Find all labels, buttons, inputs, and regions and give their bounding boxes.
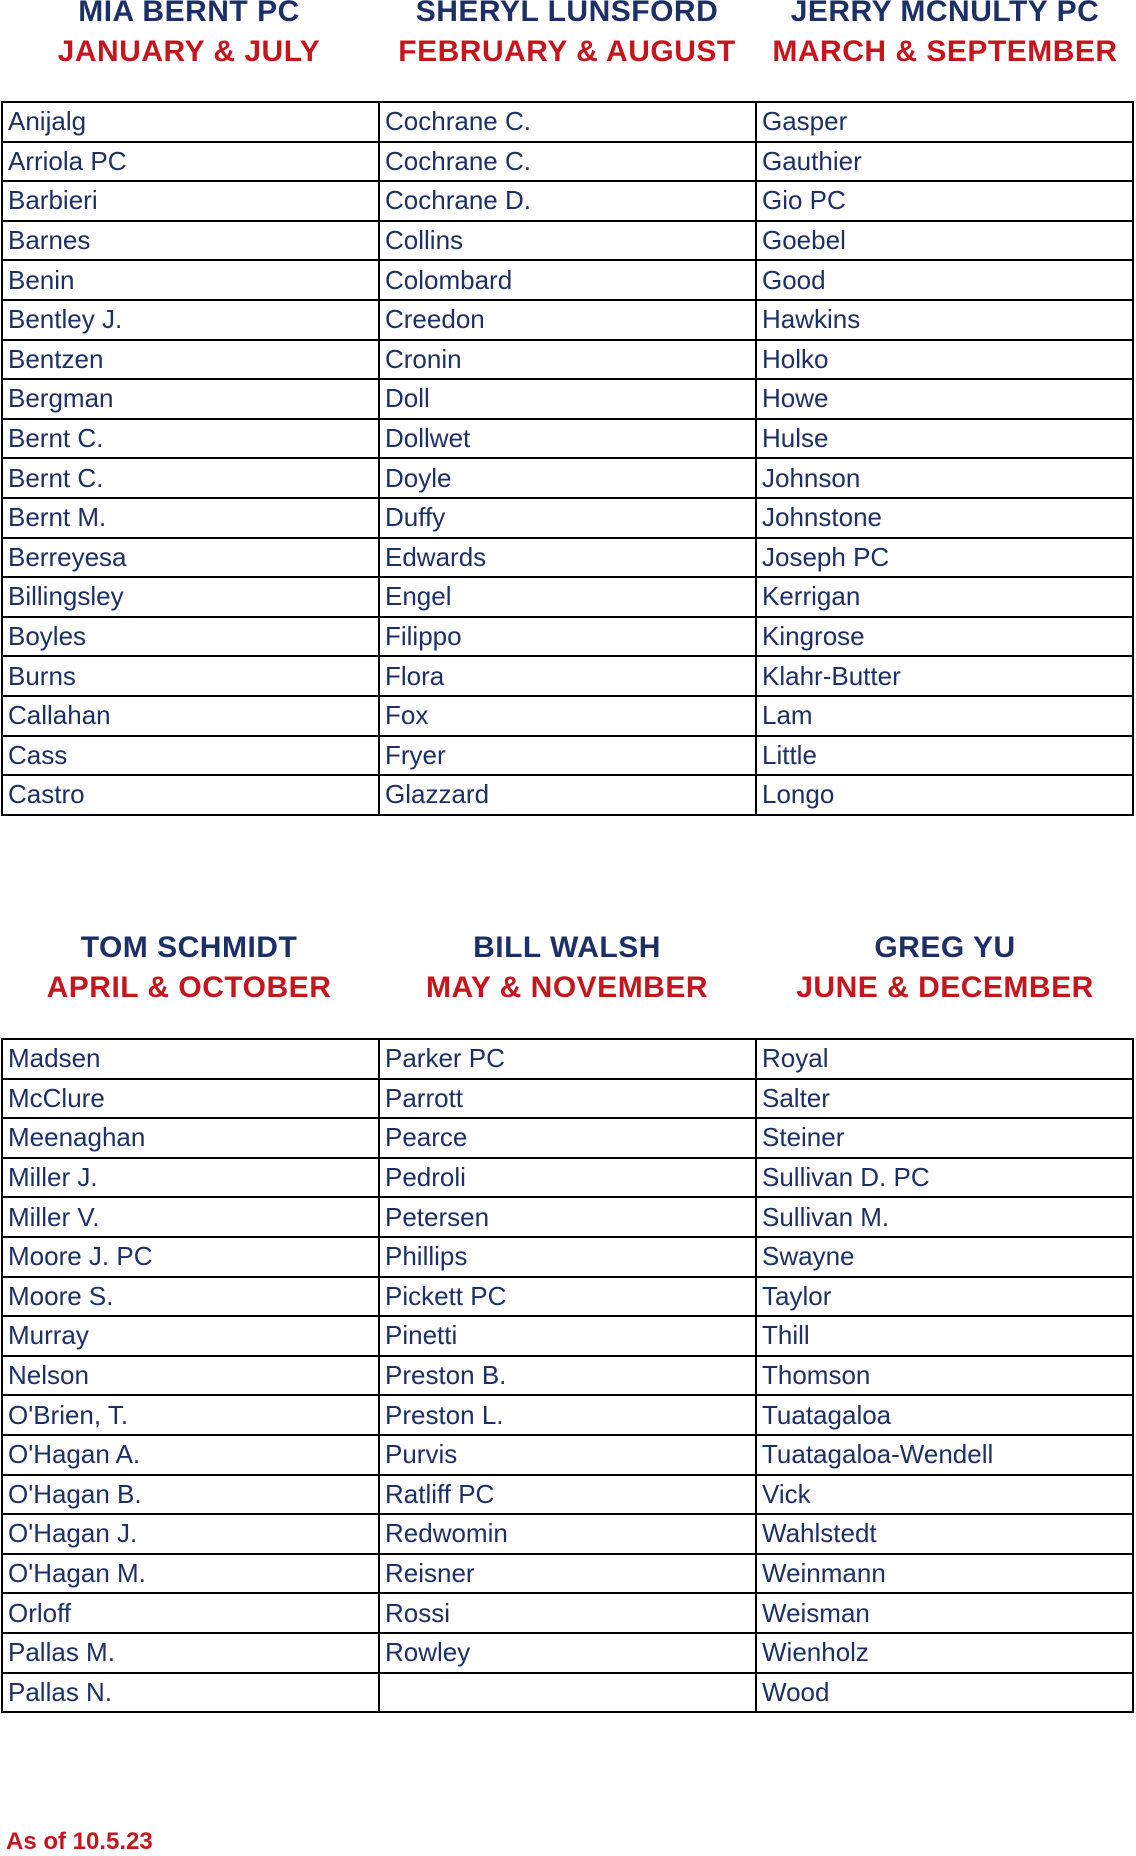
table-cell: Preston B. <box>379 1356 756 1396</box>
table-cell: Wahlstedt <box>756 1514 1133 1554</box>
rep-months: JANUARY & JULY <box>57 35 321 68</box>
table-cell: Pallas N. <box>2 1673 379 1713</box>
table-row <box>2 1673 1133 1713</box>
table-cell: Sullivan M. <box>756 1197 1133 1237</box>
table-row <box>2 1435 1133 1475</box>
table-cell: Pedroli <box>379 1158 756 1198</box>
rep-header-2 <box>378 0 756 72</box>
table-cell: Berreyesa <box>2 538 379 578</box>
table-cell: Anijalg <box>2 102 379 142</box>
table-cell: Rowley <box>379 1633 756 1673</box>
table-cell: Filippo <box>379 617 756 657</box>
table-cell: Moore S. <box>2 1277 379 1317</box>
table-cell: Doll <box>379 379 756 419</box>
table-row <box>2 656 1133 696</box>
table-cell: Cochrane C. <box>379 102 756 142</box>
table-row <box>2 1356 1133 1396</box>
table-cell: Glazzard <box>379 775 756 815</box>
table-cell: Fryer <box>379 736 756 776</box>
table-cell: Bernt C. <box>2 419 379 459</box>
table-cell: Johnstone <box>756 498 1133 538</box>
table-cell: Tuatagaloa-Wendell <box>756 1435 1133 1475</box>
table-cell: Kerrigan <box>756 577 1133 617</box>
table-cell: Johnson <box>756 458 1133 498</box>
table-row <box>2 538 1133 578</box>
table-cell: Redwomin <box>379 1514 756 1554</box>
section2-table <box>1 1038 1134 1713</box>
rep-months: FEBRUARY & AUGUST <box>398 35 736 68</box>
table-cell: Creedon <box>379 300 756 340</box>
table-row <box>2 1158 1133 1198</box>
table-cell: Miller V. <box>2 1197 379 1237</box>
rep-months: JUNE & DECEMBER <box>796 971 1094 1004</box>
table-row <box>2 142 1133 182</box>
table-cell: Castro <box>2 775 379 815</box>
table-row <box>2 1554 1133 1594</box>
table-row <box>2 736 1133 776</box>
table-cell: Bergman <box>2 379 379 419</box>
table-cell: Thill <box>756 1316 1133 1356</box>
table-cell: Holko <box>756 340 1133 380</box>
table-cell: Pinetti <box>379 1316 756 1356</box>
table-row <box>2 1593 1133 1633</box>
rep-name: GREG YU <box>874 931 1016 964</box>
table-cell: Klahr-Butter <box>756 656 1133 696</box>
table-row <box>2 1475 1133 1515</box>
table-cell: Preston L. <box>379 1395 756 1435</box>
table-row <box>2 1514 1133 1554</box>
table-cell: Purvis <box>379 1435 756 1475</box>
table-cell: Collins <box>379 221 756 261</box>
table-cell: Royal <box>756 1039 1133 1079</box>
table-body <box>2 1039 1133 1712</box>
rep-name: JERRY MCNULTY PC <box>790 0 1100 28</box>
table-cell: Cass <box>2 736 379 776</box>
table-cell: O'Hagan B. <box>2 1475 379 1515</box>
table-cell: Little <box>756 736 1133 776</box>
table-cell: Petersen <box>379 1197 756 1237</box>
table-cell: Wienholz <box>756 1633 1133 1673</box>
table-cell: O'Hagan M. <box>2 1554 379 1594</box>
table-cell: Weisman <box>756 1593 1133 1633</box>
table-row <box>2 1633 1133 1673</box>
table-cell: Billingsley <box>2 577 379 617</box>
table-cell: Lam <box>756 696 1133 736</box>
table-row <box>2 1197 1133 1237</box>
table-row <box>2 1118 1133 1158</box>
table-cell: Parrott <box>379 1079 756 1119</box>
table-cell: Pickett PC <box>379 1277 756 1317</box>
table-row <box>2 577 1133 617</box>
table-row <box>2 181 1133 221</box>
rep-header-6 <box>756 928 1134 1008</box>
table-cell: Rossi <box>379 1593 756 1633</box>
rep-months: MARCH & SEPTEMBER <box>772 35 1118 68</box>
rep-name: SHERYL LUNSFORD <box>415 0 719 28</box>
table-cell: Burns <box>2 656 379 696</box>
table-cell: Gasper <box>756 102 1133 142</box>
table-cell <box>379 1673 756 1713</box>
table-cell: Gio PC <box>756 181 1133 221</box>
table-row <box>2 617 1133 657</box>
table-cell: Bentley J. <box>2 300 379 340</box>
table-row <box>2 419 1133 459</box>
table-row <box>2 300 1133 340</box>
table-cell: Orloff <box>2 1593 379 1633</box>
table-cell: Duffy <box>379 498 756 538</box>
table-cell: Miller J. <box>2 1158 379 1198</box>
table-cell: Vick <box>756 1475 1133 1515</box>
table-cell: Bernt M. <box>2 498 379 538</box>
table-row <box>2 379 1133 419</box>
table-cell: Pallas M. <box>2 1633 379 1673</box>
rep-name: BILL WALSH <box>473 931 661 964</box>
table-cell: O'Hagan A. <box>2 1435 379 1475</box>
table-cell: Salter <box>756 1079 1133 1119</box>
table-cell: Callahan <box>2 696 379 736</box>
table-row <box>2 775 1133 815</box>
table-cell: Moore J. PC <box>2 1237 379 1277</box>
rep-header-1 <box>0 0 378 72</box>
table-cell: Kingrose <box>756 617 1133 657</box>
table-cell: Barnes <box>2 221 379 261</box>
table-cell: Colombard <box>379 260 756 300</box>
table-body <box>2 102 1133 815</box>
table-cell: Ratliff PC <box>379 1475 756 1515</box>
table-cell: O'Brien, T. <box>2 1395 379 1435</box>
table-row <box>2 696 1133 736</box>
table-row <box>2 1039 1133 1079</box>
table-cell: Benin <box>2 260 379 300</box>
table-cell: Murray <box>2 1316 379 1356</box>
table-cell: Arriola PC <box>2 142 379 182</box>
table-cell: Bentzen <box>2 340 379 380</box>
table-cell: Engel <box>379 577 756 617</box>
table-cell: Edwards <box>379 538 756 578</box>
rep-name: TOM SCHMIDT <box>80 931 298 964</box>
table-cell: Boyles <box>2 617 379 657</box>
rep-months: MAY & NOVEMBER <box>425 971 709 1004</box>
table-cell: Steiner <box>756 1118 1133 1158</box>
table-cell: Gauthier <box>756 142 1133 182</box>
table-cell: Nelson <box>2 1356 379 1396</box>
table-cell: O'Hagan J. <box>2 1514 379 1554</box>
table-cell: Hawkins <box>756 300 1133 340</box>
table-cell: Good <box>756 260 1133 300</box>
table-row <box>2 221 1133 261</box>
table-cell: Cochrane C. <box>379 142 756 182</box>
table-cell: Joseph PC <box>756 538 1133 578</box>
table-cell: Thomson <box>756 1356 1133 1396</box>
table-row <box>2 1395 1133 1435</box>
section1-header <box>0 0 1136 72</box>
table-cell: Reisner <box>379 1554 756 1594</box>
as-of-date: As of 10.5.23 <box>6 1828 153 1855</box>
table-row <box>2 340 1133 380</box>
table-cell: Fox <box>379 696 756 736</box>
table-row <box>2 102 1133 142</box>
table-cell: Swayne <box>756 1237 1133 1277</box>
table-row <box>2 1277 1133 1317</box>
rep-header-3 <box>756 0 1134 72</box>
rep-header-4 <box>0 928 378 1008</box>
table-cell: Howe <box>756 379 1133 419</box>
table-cell: Phillips <box>379 1237 756 1277</box>
table-cell: Cochrane D. <box>379 181 756 221</box>
table-cell: Longo <box>756 775 1133 815</box>
table-cell: Sullivan D. PC <box>756 1158 1133 1198</box>
table-cell: Pearce <box>379 1118 756 1158</box>
table-cell: Hulse <box>756 419 1133 459</box>
section2-header <box>0 928 1136 1008</box>
table-cell: Taylor <box>756 1277 1133 1317</box>
table-cell: Parker PC <box>379 1039 756 1079</box>
rep-months: APRIL & OCTOBER <box>46 971 332 1004</box>
table-cell: Bernt C. <box>2 458 379 498</box>
table-row <box>2 1079 1133 1119</box>
table-cell: Wood <box>756 1673 1133 1713</box>
table-row <box>2 458 1133 498</box>
section1-table <box>1 101 1134 816</box>
table-cell: Barbieri <box>2 181 379 221</box>
table-row <box>2 498 1133 538</box>
table-cell: Dollwet <box>379 419 756 459</box>
table-cell: Doyle <box>379 458 756 498</box>
table-cell: Tuatagaloa <box>756 1395 1133 1435</box>
table-row <box>2 1316 1133 1356</box>
table-cell: McClure <box>2 1079 379 1119</box>
rep-name: MIA BERNT PC <box>78 0 300 28</box>
table-cell: Weinmann <box>756 1554 1133 1594</box>
table-cell: Madsen <box>2 1039 379 1079</box>
table-cell: Flora <box>379 656 756 696</box>
table-cell: Meenaghan <box>2 1118 379 1158</box>
table-row <box>2 260 1133 300</box>
table-cell: Cronin <box>379 340 756 380</box>
rep-header-5 <box>378 928 756 1008</box>
table-cell: Goebel <box>756 221 1133 261</box>
table-row <box>2 1237 1133 1277</box>
